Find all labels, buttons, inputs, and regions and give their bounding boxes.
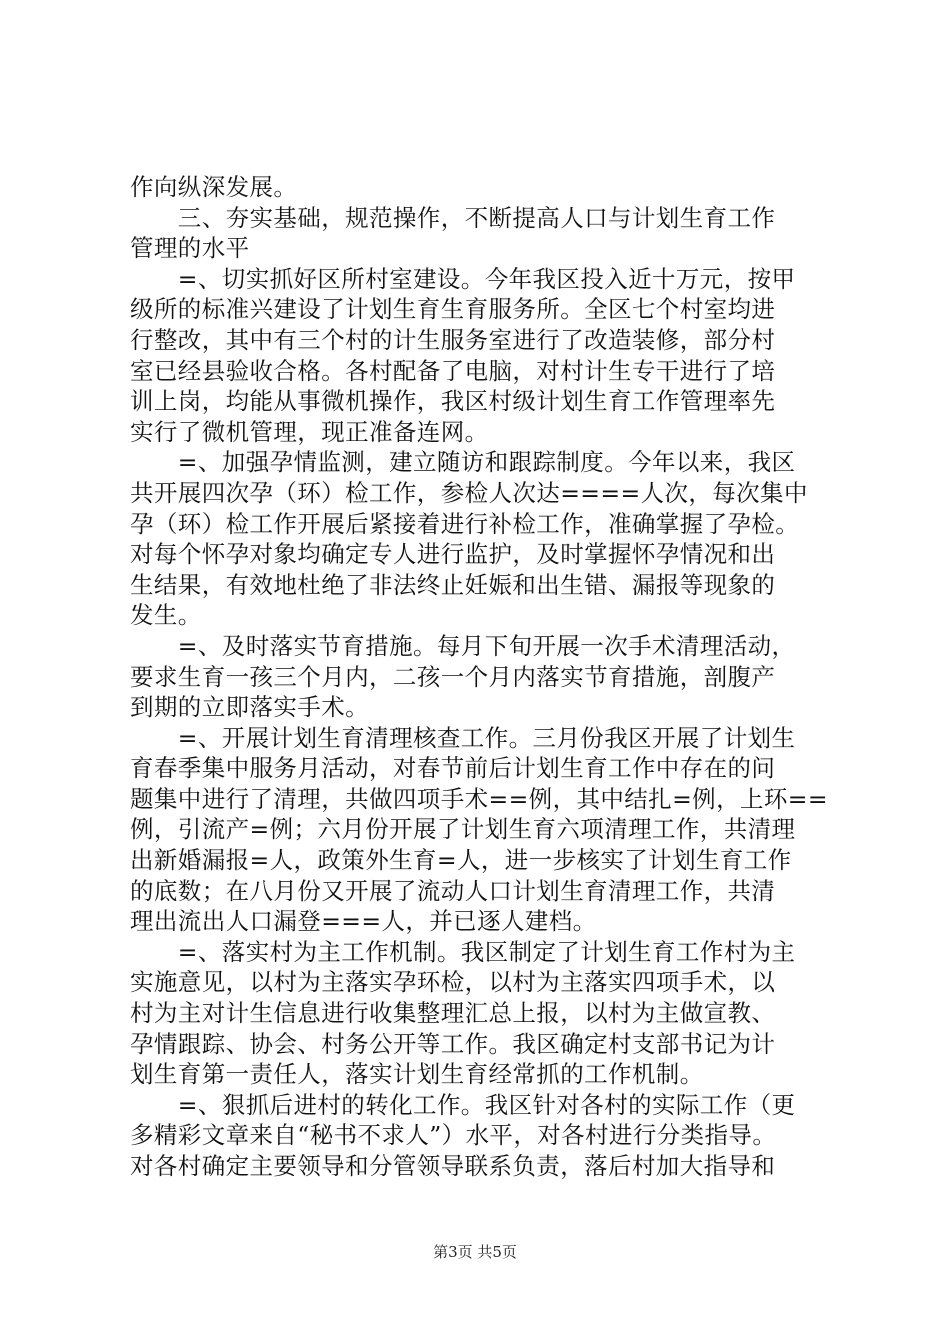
text-line: 作向纵深发展。 xyxy=(130,173,298,201)
text-line: 孕（环）检工作开展后紧接着进行补检工作，准确掌握了孕检。 xyxy=(130,509,800,538)
text-line: 训上岗，均能从事微机操作，我区村级计划生育工作管理率先 xyxy=(130,387,776,416)
text-line: 对各村确定主要领导和分管领导联系负责，落后村加大指导和 xyxy=(130,1152,776,1180)
text-line: 出新婚漏报=人，政策外生育=人，进一步核实了计划生育工作 xyxy=(130,846,792,875)
text-line: 实行了微机管理，现正准备连网。 xyxy=(130,417,489,446)
text-line: 行整改，其中有三个村的计生服务室进行了改造装修，部分村 xyxy=(130,325,776,354)
text-line: 要求生育一孩三个月内，二孩一个月内落实节育措施，剖腹产 xyxy=(130,662,776,691)
section-heading-line: 三、夯实基础，规范操作，不断提高人口与计划生育工作 xyxy=(130,203,776,232)
text-line: 实施意见，以村为主落实孕环检，以村为主落实四项手术，以 xyxy=(130,968,776,997)
text-line: 发生。 xyxy=(130,601,202,630)
section-heading-line: 管理的水平 xyxy=(130,234,250,263)
text-line: 村为主对计生信息进行收集整理汇总上报，以村为主做宣教、 xyxy=(130,999,776,1028)
text-line: =、加强孕情监测，建立随访和跟踪制度。今年以来，我区 xyxy=(130,448,796,477)
text-line: =、落实村为主工作机制。我区制定了计划生育工作村为主 xyxy=(130,937,796,966)
text-line: 多精彩文章来自“秘书不求人”）水平，对各村进行分类指导。 xyxy=(130,1121,777,1150)
text-line: 生结果，有效地杜绝了非法终止妊娠和出生错、漏报等现象的 xyxy=(130,570,776,599)
text-line: 划生育第一责任人，落实计划生育经常抓的工作机制。 xyxy=(130,1060,704,1089)
text-line: 室已经县验收合格。各村配备了电脑，对村计生专干进行了培 xyxy=(130,356,776,385)
text-line: =、开展计划生育清理核查工作。三月份我区开展了计划生 xyxy=(130,723,796,752)
text-line: 例，引流产=例；六月份开展了计划生育六项清理工作，共清理 xyxy=(130,815,796,844)
body-text xyxy=(130,172,830,1182)
text-line: 到期的立即落实手术。 xyxy=(130,693,369,722)
page-number-footer: 第3页 共5页 xyxy=(433,1243,517,1261)
text-line: 理出流出人口漏登===人，并已逐人建档。 xyxy=(130,907,597,936)
text-line: 育春季集中服务月活动，对春节前后计划生育工作中存在的问 xyxy=(130,754,776,783)
text-line: 的底数；在八月份又开展了流动人口计划生育清理工作，共清 xyxy=(130,876,776,905)
text-line: 对每个怀孕对象均确定专人进行监护，及时掌握怀孕情况和出 xyxy=(130,540,776,569)
text-line: =、狠抓后进村的转化工作。我区针对各村的实际工作（更 xyxy=(130,1090,796,1119)
text-line: =、切实抓好区所村室建设。今年我区投入近十万元，按甲 xyxy=(130,264,796,293)
text-line: 题集中进行了清理，共做四项手术==例，其中结扎=例，上环== xyxy=(130,784,828,813)
text-line: 孕情跟踪、协会、村务公开等工作。我区确定村支部书记为计 xyxy=(130,1029,776,1058)
text-line: 级所的标准兴建设了计划生育生育服务所。全区七个村室均进 xyxy=(130,295,776,324)
text-line: 共开展四次孕（环）检工作，参检人次达====人次，每次集中 xyxy=(130,478,808,507)
text-line: =、及时落实节育措施。每月下旬开展一次手术清理活动， xyxy=(130,631,796,660)
